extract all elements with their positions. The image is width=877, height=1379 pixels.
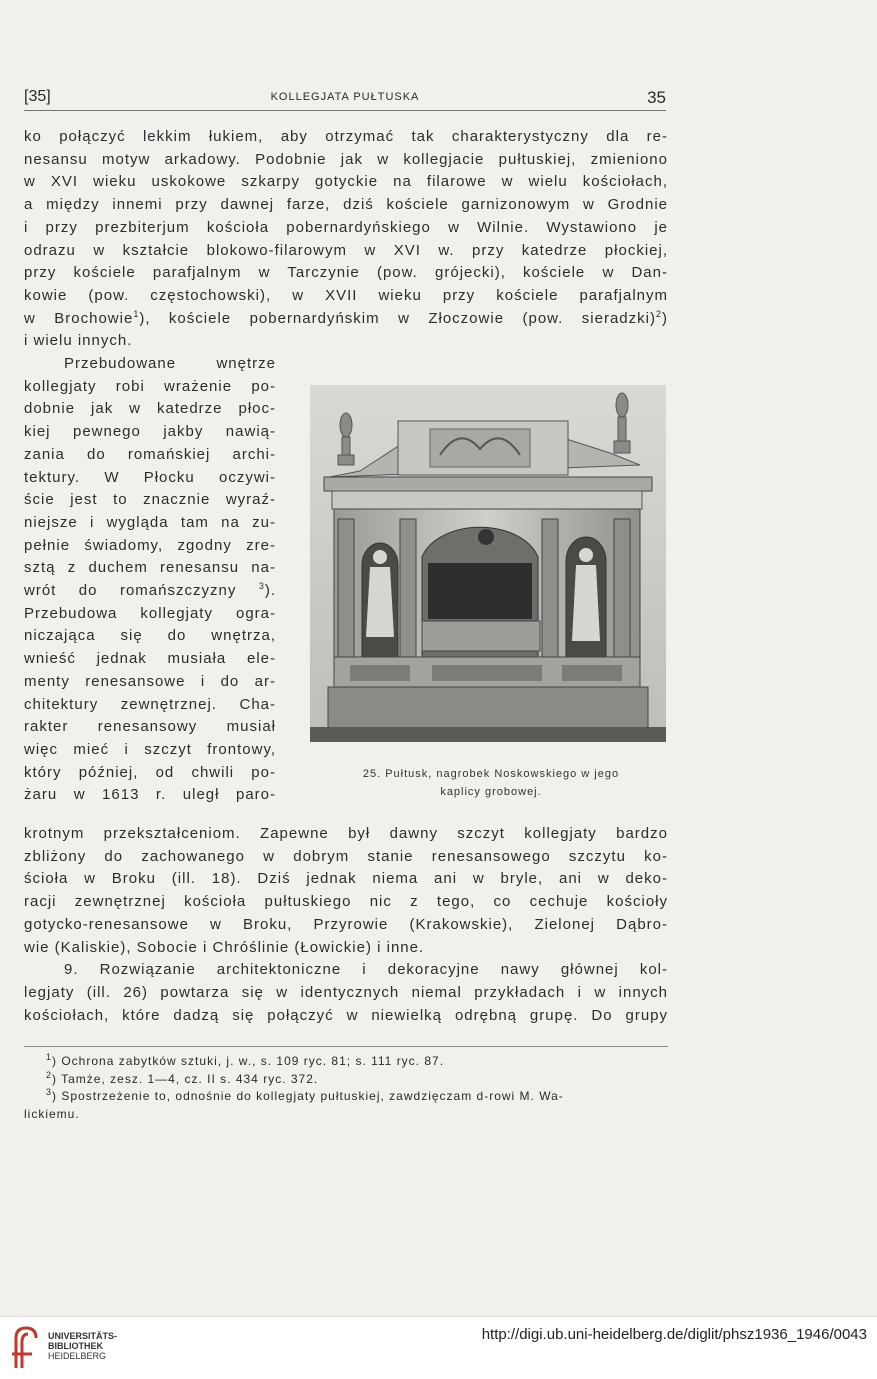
footnote-ref: 3 [258,581,265,592]
text-line: sztą z duchem renesansu na- [24,559,276,577]
text-line: kowie (pow. częstochowski), w XVII wieku przy kościele parafjalnym [24,286,668,304]
running-title: KOLLEGJATA PUŁTUSKA [270,91,420,103]
footnote-ref: 1 [133,308,140,319]
text-line: nesansu motyw arkadowy. Podobnie jak w kollegjacie pułtuskiej, zmieniono [24,150,668,168]
text-line [24,308,668,331]
caption-line: kaplicy grobowej. [440,786,542,798]
page-number: 35 [647,88,666,107]
text-line: rakter renesansowy musiał [24,718,276,736]
footnote-mark: 1 [46,1052,53,1062]
text-line: zania do romańskiej archi- [24,445,276,463]
text-line: więc mieć i szczyt frontowy, [24,740,276,758]
text-line: a między innemi przy dawnej farze, dziś kościele garnizonowym w Grodnie [24,196,668,214]
text-line: gotycko-renesansowe w Broku, Przyrowie (Krakowskie), Zielonej Dąbro- [24,915,668,933]
paragraph-2 [24,353,276,807]
text-line: tektury. W Płocku oczywi- [24,468,276,486]
text-line: krotnym przekształceniom. Zapewne był dawny szczyt kollegjaty bardzo [24,825,668,842]
text-line: dobnie jak w katedrze płoc- [24,400,276,418]
footnote-2 [24,1071,668,1089]
text-fragment: ). [264,582,277,600]
footnote-3-continued: lickiemu. [24,1107,80,1122]
text-line: odrazu w kształcie blokowo-filarowym w XVI w. przy katedrze płockiej, [24,241,668,259]
library-line-3: HEIDELBERG [48,1351,107,1361]
footnote-1 [24,1053,668,1071]
text-line: wie (Kaliskie), Sobocie i Chróślinie (Łowickie) i inne. [24,938,425,956]
text-line: zbliżony do zachowanego w dobrym stanie renesansowego szczytu ko- [24,847,668,865]
text-line [24,580,276,603]
tomb-photograph [310,385,666,742]
paragraph-3 [24,823,668,1027]
text-line: wnieść jednak musiała ele- [24,650,276,668]
text-line: przy kościele parafjalnym w Tarczynie (pow. grójecki), kościele w Dan- [24,264,668,282]
text-line: kościołach, które dadzą się połączyć w niewielką odrębną grupę. Do grupy [24,1006,668,1024]
caption-line: 25. Pułtusk, nagrobek Noskowskiego w jego [362,768,620,780]
text-line: ścioła w Broku (ill. 18). Dziś jednak niema ani w bryle, ani w deko- [24,870,668,888]
text-line: w XVI wieku uskokowe szkarpy gotyckie na filarowe w wielu kościołach, [24,173,668,191]
paragraph-1 [24,126,668,353]
text-line: Przebudowa kollegjaty ogra- [24,604,276,622]
text-fragment: w Brochowie [24,309,134,327]
text-line: legjaty (ill. 26) powtarza się w identycznych niemal przykładach i w innych [24,983,668,1001]
footnote-ref: 2 [655,308,662,319]
footnote-3 [24,1088,668,1106]
text-line: chitektury zewnętrznej. Cha- [24,695,276,713]
footnote-mark: 3 [46,1087,53,1098]
library-logo-icon [10,1324,40,1370]
library-line-2: BIBLIOTHEK [48,1341,103,1351]
footnotes [24,1053,668,1124]
running-header [24,88,666,111]
text-line: niczająca się do wnętrza, [24,627,276,645]
footnote-text: ) Ochrona zabytków sztuki, j. w., s. 109 ryc. 81; s. 111 ryc. 87. [52,1054,445,1068]
text-line: który później, od chwili po- [24,763,276,781]
text-line: ście jest to znacznie wyraź- [24,491,276,509]
footnote-rule [24,1046,668,1047]
footnote-text: ) Spostrzeżenie to, odnośnie do kollegjaty pułtuskiej, zawdzięczam d-rowi M. Wa- [52,1089,564,1104]
text-line: menty renesansowe i do ar- [24,672,276,690]
text-line: i przy prezbiterjum kościoła pobernardyńskiego w Wilnie. Wystawiono je [24,218,668,236]
text-fragment: wrót do romańszczyzny [24,582,237,600]
footnote-text: ) Tamże, zesz. 1—4, cz. II s. 434 ryc. 372. [52,1071,319,1086]
text-line: kollegjaty robi wrażenie po- [24,377,276,395]
viewer-footer [0,1316,877,1379]
text-line: pełnie świadomy, zgodny zre- [24,536,276,554]
text-line: ko połączyć lekkim łukiem, aby otrzymać tak charakterystyczny dla re- [24,128,668,145]
figure-caption [316,765,666,801]
text-line: racji zewnętrznej kościoła pułtuskiego nic z tego, co cechuje kościoły [24,893,668,911]
text-line: niejsze i wygląda tam na zu- [24,513,276,531]
library-name [48,1331,117,1361]
text-fragment: ), kościele pobernardyńskim w Złoczowie (pow. sieradzki) [139,309,656,327]
text-line: żaru w 1613 r. uległ paro- [24,786,276,804]
text-line: kiej pewnego jakby nawią- [24,423,276,441]
library-line-1: UNIVERSITÄTS- [48,1331,118,1341]
text-line: Przebudowane wnętrze [64,355,276,372]
text-line: i wielu innych. [24,332,133,350]
source-url-link[interactable]: http://digi.ub.uni-heidelberg.de/diglit/phsz1936_1946/0043 [481,1326,867,1343]
footnote-mark: 2 [46,1069,53,1080]
text-fragment: ) [661,309,668,327]
text-line: 9. Rozwiązanie architektoniczne i dekoracyjne nawy głównej kol- [64,961,668,979]
page-label: [35] [24,88,51,105]
